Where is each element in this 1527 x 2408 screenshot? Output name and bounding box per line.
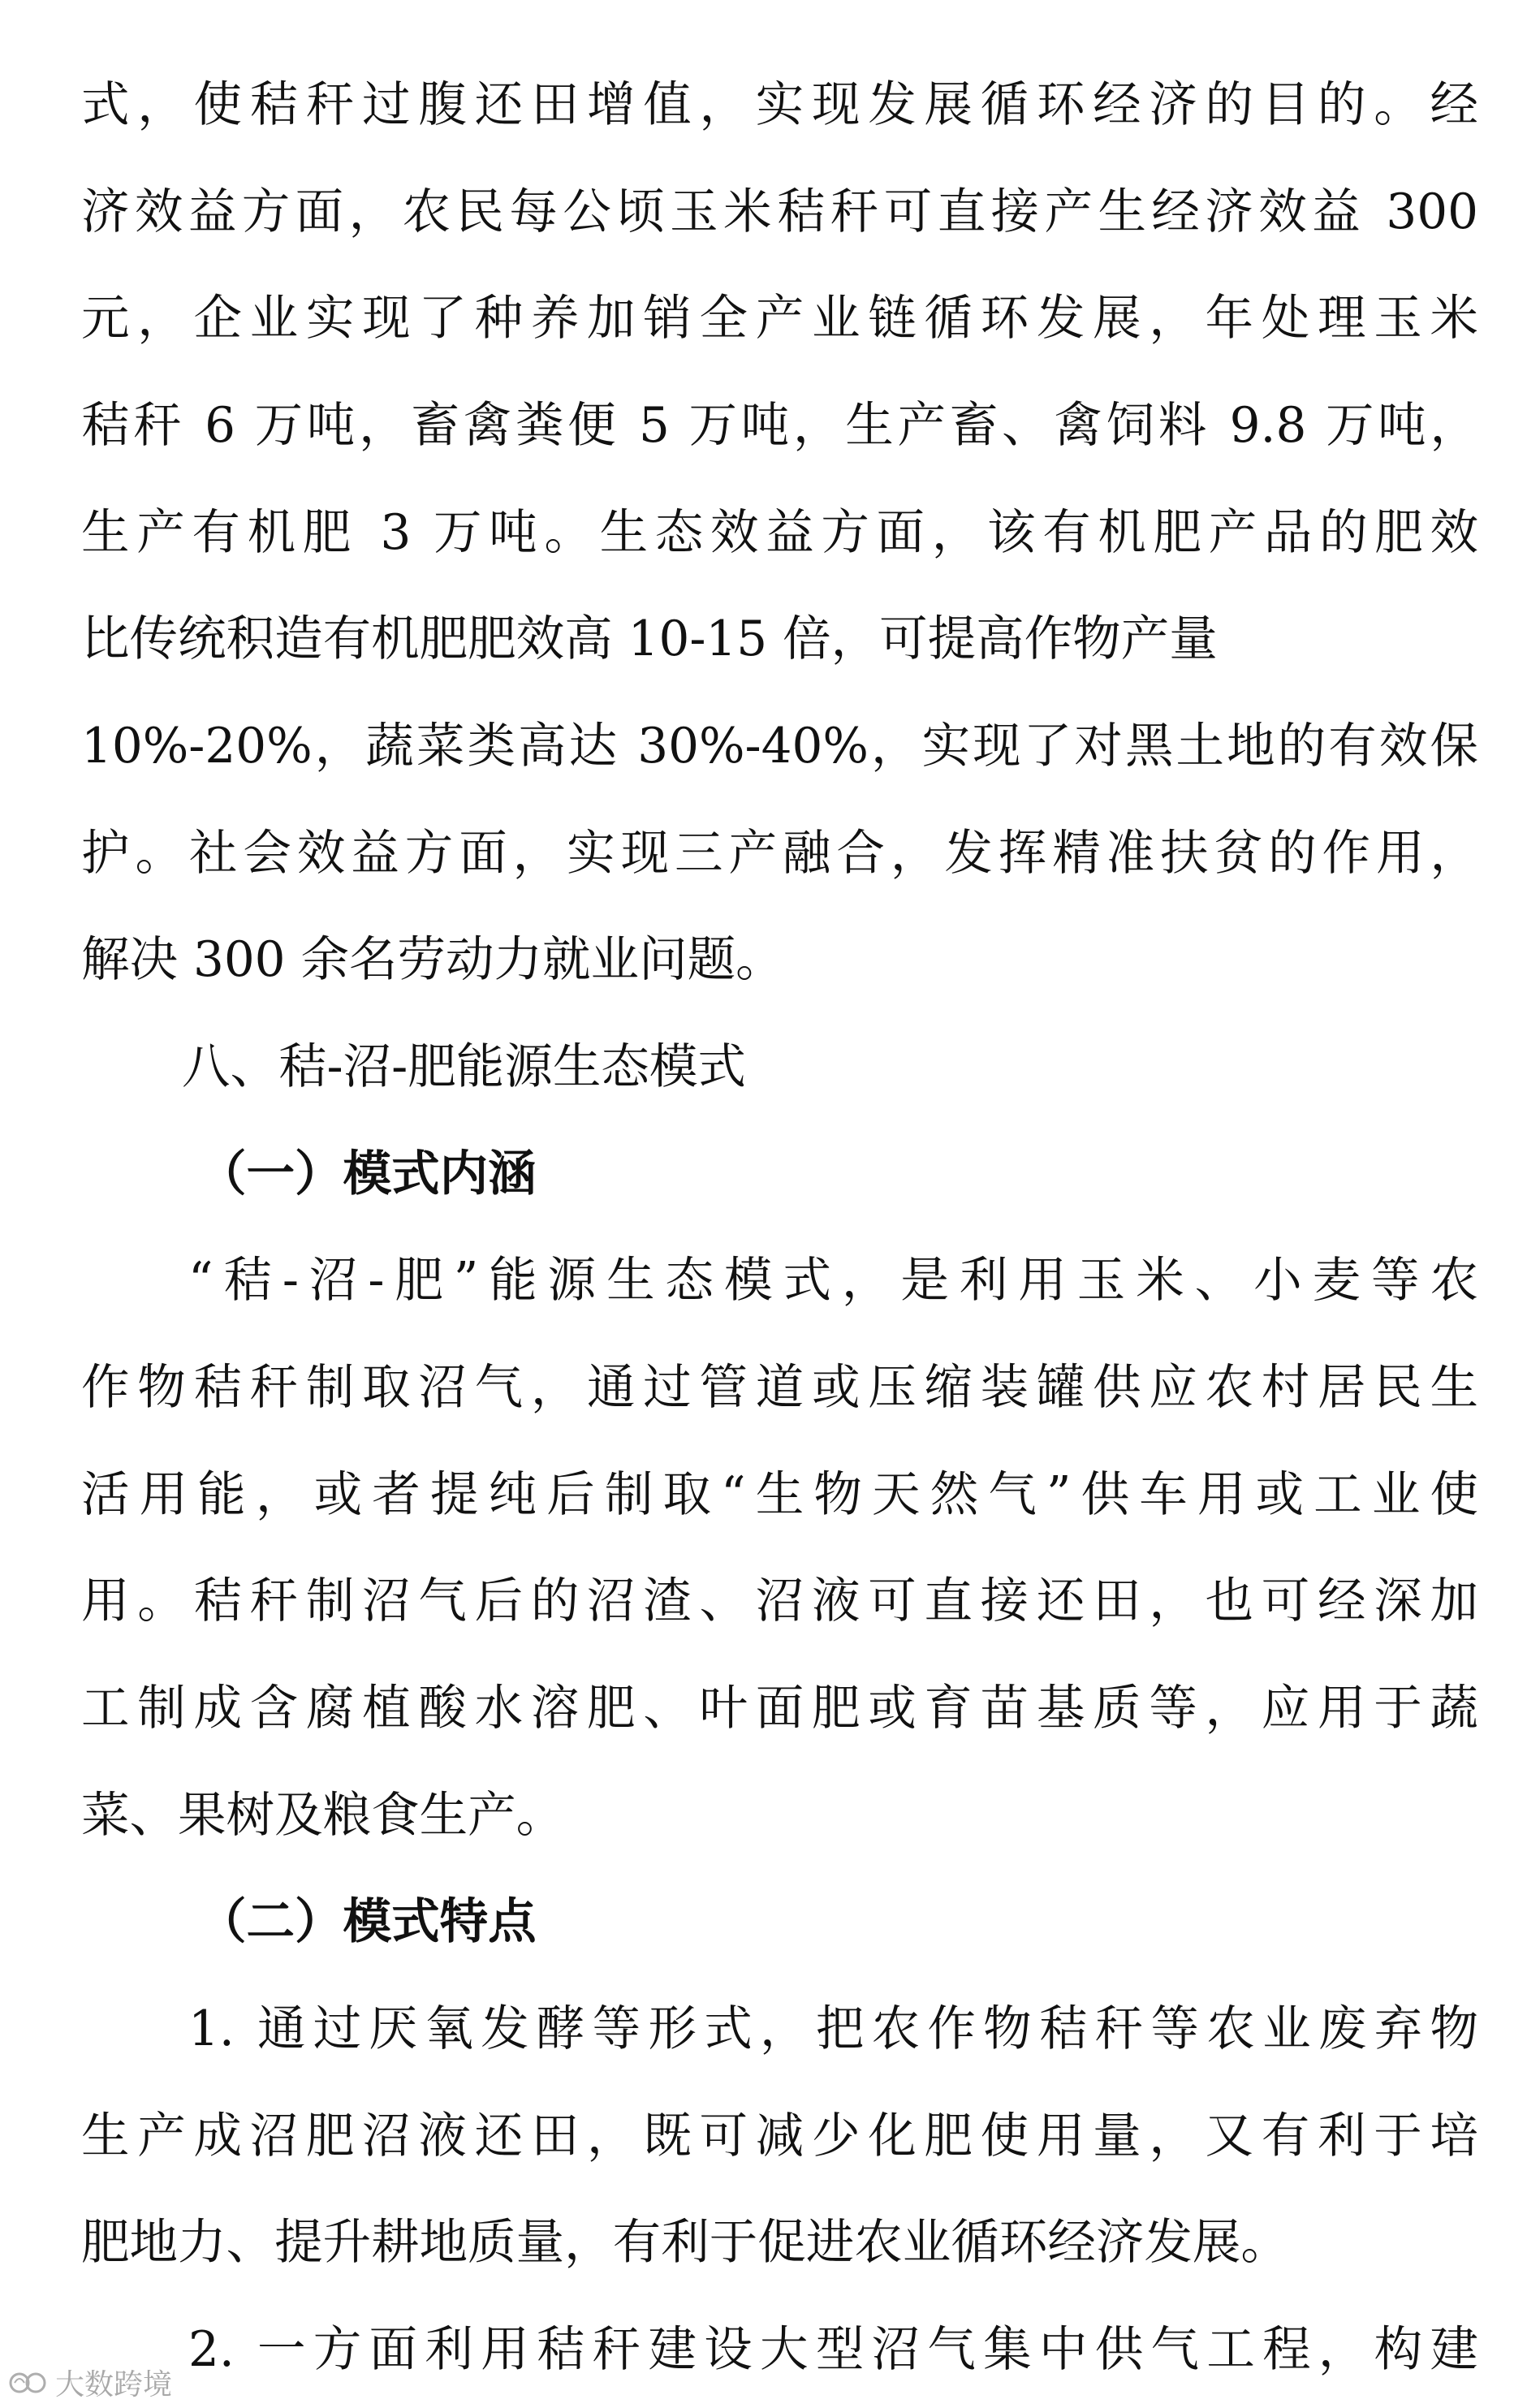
body-line-14: 活用能，或者提纯后制取“生物天然气”供车用或工业使: [81, 1466, 1478, 1523]
body-line-5: 生产有机肥 3 万吨。生态效益方面，该有机肥产品的肥效: [81, 504, 1478, 561]
body-line-2: 济效益方面，农民每公顷玉米秸秆可直接产生经济效益 300: [81, 183, 1478, 240]
subsection-heading-1: （一）模式内涵: [198, 1145, 537, 1202]
body-line-9: 解决 300 余名劳动力就业问题。: [81, 932, 784, 989]
body-line-8: 护。社会效益方面，实现三产融合，发挥精准扶贫的作用，: [81, 825, 1478, 882]
body-line-12: “秸-沼-肥”能源生态模式，是利用玉米、小麦等农: [188, 1253, 1478, 1310]
watermark: [8, 2362, 172, 2403]
body-line-1: 式，使秸秆过腹还田增值，实现发展循环经济的目的。经: [81, 76, 1478, 133]
body-line-6: 比传统积造有机肥肥效高 10-15 倍，可提高作物产量: [81, 611, 1218, 668]
brand-logo-icon: [8, 2367, 50, 2399]
subsection-heading-2: （二）模式特点: [198, 1893, 537, 1951]
body-line-15: 用。秸秆制沼气后的沼渣、沼液可直接还田，也可经深加: [81, 1573, 1478, 1630]
body-line-17: 菜、果树及粮食生产。: [81, 1787, 565, 1844]
body-line-21: 肥地力、提升耕地质量，有利于促进农业循环经济发展。: [81, 2215, 1289, 2272]
body-line-20: 生产成沼肥沼液还田，既可减少化肥使用量，又有利于培: [81, 2108, 1478, 2164]
body-line-22: 2. 一方面利用秸秆建设大型沼气集中供气工程，构建: [188, 2322, 1478, 2379]
body-line-3: 元，企业实现了种养加销全产业链循环发展，年处理玉米: [81, 291, 1478, 347]
watermark-text: 大数跨境: [55, 2368, 173, 2402]
section-heading-8: 八、秸-沼-肥能源生态模式: [182, 1038, 746, 1095]
body-line-7: 10%-20%，蔬菜类高达 30%-40%，实现了对黑土地的有效保: [81, 718, 1478, 775]
body-line-19: 1. 通过厌氧发酵等形式，把农作物秸秆等农业废弃物: [188, 2001, 1478, 2057]
body-line-13: 作物秸秆制取沼气，通过管道或压缩装罐供应农村居民生: [81, 1359, 1478, 1416]
body-line-16: 工制成含腐植酸水溶肥、叶面肥或育苗基质等，应用于蔬: [81, 1681, 1478, 1737]
body-line-4: 秸秆 6 万吨，畜禽粪便 5 万吨，生产畜、禽饲料 9.8 万吨，: [81, 397, 1478, 454]
